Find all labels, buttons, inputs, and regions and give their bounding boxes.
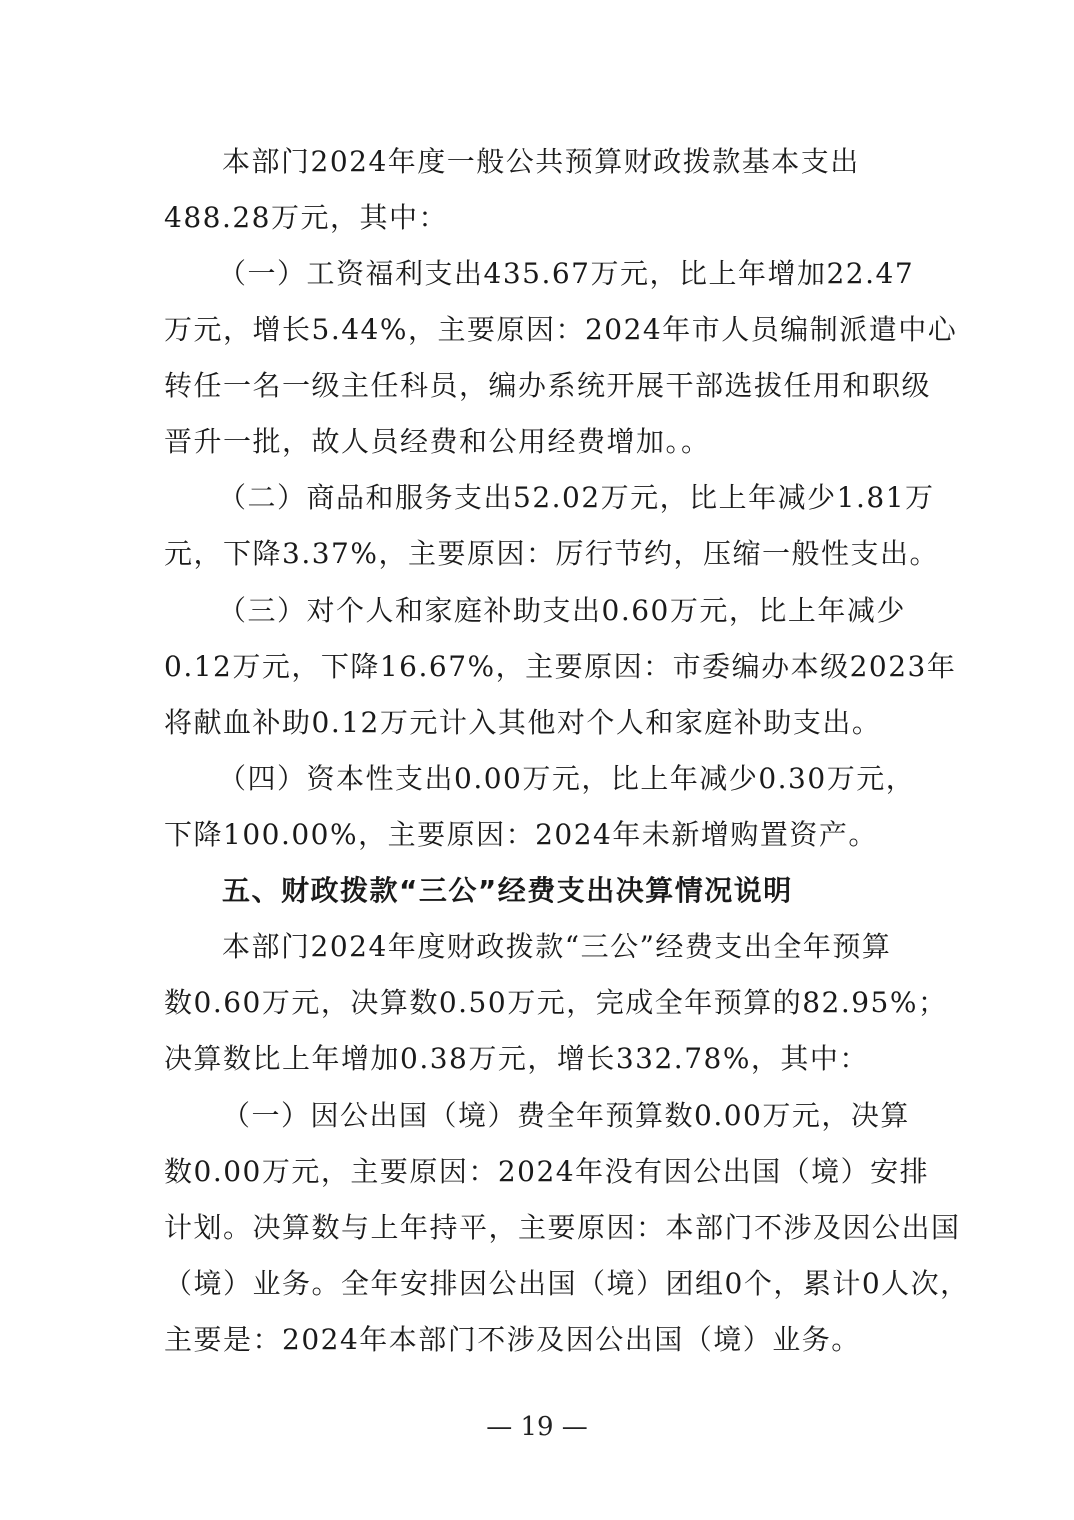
paragraph-line: 488.28万元，其中： [164, 201, 448, 234]
paragraph-line: （三）对个人和家庭补助支出0.60万元，比上年减少 [218, 594, 906, 627]
paragraph-line: 决算数比上年增加0.38万元，增长332.78%，其中： [164, 1042, 869, 1075]
paragraph-line: （一）因公出国（境）费全年预算数0.00万元，决算 [222, 1099, 910, 1132]
paragraph-line: 本部门2024年度一般公共预算财政拨款基本支出 [222, 145, 860, 178]
paragraph-line: （四）资本性支出0.00万元，比上年减少0.30万元， [218, 762, 916, 795]
paragraph-line: 数0.60万元，决算数0.50万元，完成全年预算的82.95%； [164, 986, 948, 1019]
paragraph-line: 主要是：2024年本部门不涉及因公出国（境）业务。 [164, 1323, 861, 1356]
paragraph-line: 元，下降3.37%，主要原因：厉行节约，压缩一般性支出。 [164, 537, 939, 570]
paragraph-line: 转任一名一级主任科员，编办系统开展干部选拔任用和职级 [164, 369, 932, 402]
paragraph-line: 本部门2024年度财政拨款“三公”经费支出全年预算 [222, 930, 892, 963]
paragraph-line: 计划。决算数与上年持平，主要原因：本部门不涉及因公出国 [164, 1211, 961, 1244]
paragraph-line: 下降100.00%，主要原因：2024年未新增购置资产。 [164, 818, 878, 851]
paragraph-line: 将献血补助0.12万元计入其他对个人和家庭补助支出。 [164, 706, 882, 739]
paragraph-line: 数0.00万元，主要原因：2024年没有因公出国（境）安排 [164, 1155, 930, 1188]
paragraph-line: （一）工资福利支出435.67万元，比上年增加22.47 [218, 257, 915, 290]
paragraph-line: （境）业务。全年安排因公出国（境）团组0个，累计0人次， [164, 1267, 970, 1300]
paragraph-line: 0.12万元，下降16.67%，主要原因：市委编办本级2023年 [164, 650, 957, 683]
paragraph-line: （二）商品和服务支出52.02万元，比上年减少1.81万 [218, 481, 935, 514]
paragraph-line: 万元，增长5.44%，主要原因：2024年市人员编制派遣中心 [164, 313, 958, 346]
page-number: — 19 — [486, 1412, 588, 1442]
paragraph-line: 晋升一批，故人员经费和公用经费增加。。 [164, 425, 711, 458]
section-heading: 五、财政拨款“三公”经费支出决算情况说明 [222, 874, 793, 907]
